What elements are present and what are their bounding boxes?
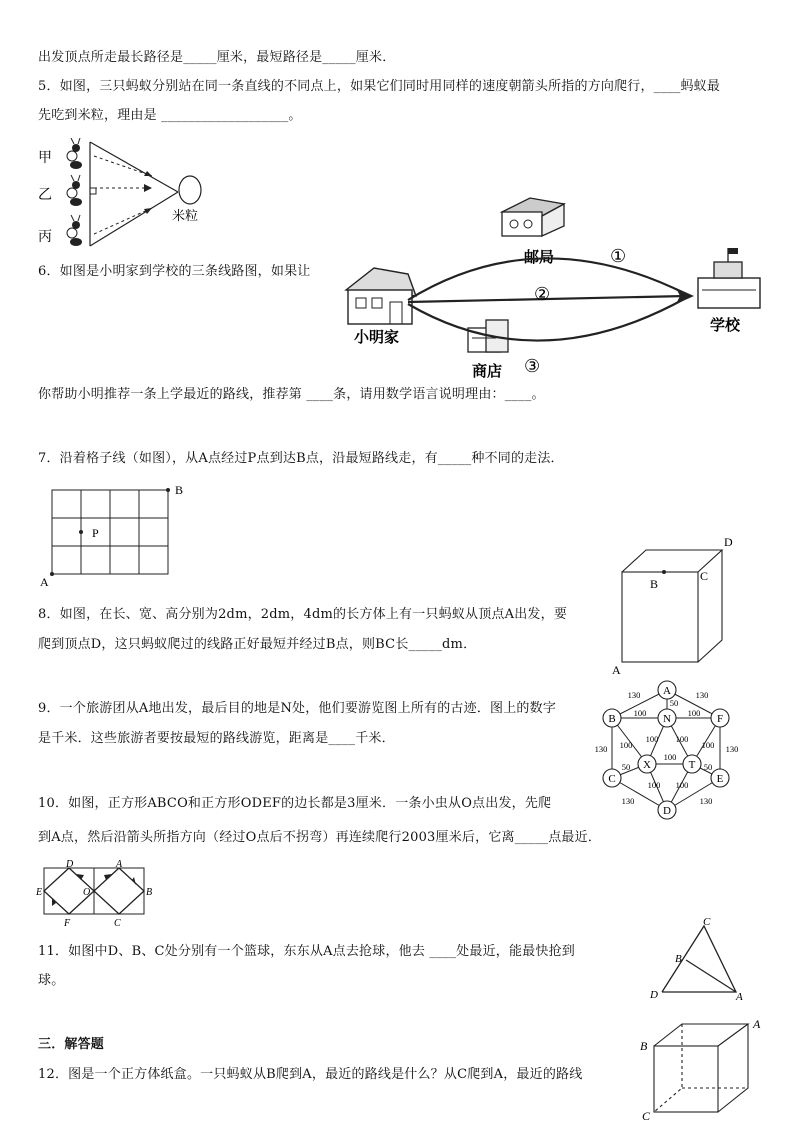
square-point-c: C xyxy=(114,918,121,928)
edge-weight: 100 xyxy=(675,780,689,790)
section-3-heading: 三．解答题 xyxy=(38,1037,105,1052)
question-8-line-1: 8．如图，在长、宽、高分别为2dm，2dm，4dm的长方体上有一只蚂蚁从顶点A出发，要 xyxy=(38,607,568,622)
figure-6-routes xyxy=(338,190,778,385)
node-e: E xyxy=(716,773,724,785)
edge-weight: 130 xyxy=(627,690,641,700)
figure-9-graph xyxy=(592,680,742,824)
square-point-b: B xyxy=(146,887,153,898)
question-5-line-2: 先吃到米粒，理由是 ___________________。 xyxy=(38,108,302,123)
edge-weight: 130 xyxy=(725,744,739,754)
route-3-label: ③ xyxy=(524,356,541,376)
shop-label: 商店 xyxy=(472,364,503,380)
edge-weight: 100 xyxy=(645,734,659,744)
square-point-f: F xyxy=(64,918,71,928)
cuboid-point-a: A xyxy=(612,663,621,677)
node-x: X xyxy=(643,759,651,771)
node-a: A xyxy=(663,685,671,697)
home-label: 小明家 xyxy=(354,330,400,346)
grid-point-a: A xyxy=(40,575,49,589)
question-5-line-1: 5．如图，三只蚂蚁分别站在同一条直线的不同点上，如果它们同时用同样的速度朝箭头所指的方向爬行，____蚂蚁最 xyxy=(38,79,721,94)
cuboid-point-c: C xyxy=(700,569,709,583)
node-d: D xyxy=(663,805,671,817)
grid-point-b: B xyxy=(175,483,184,497)
node-n: N xyxy=(663,713,671,725)
question-7: 7．沿着格子线（如图），从A点经过P点到达B点，沿最短路线走，有_____种不同的走法． xyxy=(38,451,564,466)
node-c: C xyxy=(608,773,616,785)
post-office-label: 邮局 xyxy=(524,250,555,266)
school-label: 学校 xyxy=(710,318,741,334)
ant-icon xyxy=(67,138,82,169)
edge-weight: 100 xyxy=(687,708,701,718)
question-9-line-1: 9．一个旅游团从A地出发，最后目的地是N处，他们要游览图上所有的古迹．图上的数字 xyxy=(38,701,557,716)
school-icon xyxy=(698,248,760,308)
triangle-point-a: A xyxy=(736,991,743,1003)
figure-12-cube xyxy=(636,1014,772,1122)
route-3 xyxy=(408,298,686,341)
edge-weight: 100 xyxy=(701,740,715,750)
grid-point-p: P xyxy=(92,526,99,540)
edge-weight: 50 xyxy=(669,698,679,708)
cube-point-b: B xyxy=(640,1039,648,1053)
figure-7-grid xyxy=(36,482,196,590)
cuboid-point-b: B xyxy=(650,577,659,591)
question-11-line-1: 11．如图中D、B、C处分别有一个篮球，东东从A点去抢球，他去 ____处最近，能最快抢到 xyxy=(38,944,575,959)
question-8-line-2: 爬到顶点D，这只蚂蚁爬过的线路正好最短并经过B点，则BC长_____dm． xyxy=(38,637,477,652)
edge-weight: 130 xyxy=(594,744,608,754)
ant-icon xyxy=(67,215,82,246)
figure-11-triangle xyxy=(646,914,750,1006)
edge-weight: 50 xyxy=(703,762,713,772)
question-10-line-1: 10．如图，正方形ABCO和正方形ODEF的边长都是3厘米．一条小虫从O点出发，先爬 xyxy=(38,796,552,811)
edge-weight: 100 xyxy=(647,780,661,790)
edge-weight: 100 xyxy=(619,740,633,750)
figure-10-squares xyxy=(36,860,156,928)
edge-weight: 100 xyxy=(663,752,677,762)
question-9-line-2: 是千米．这些旅游者要按最短的路线游览，距离是____千米． xyxy=(38,731,395,746)
edge-weight: 130 xyxy=(621,796,635,806)
figure-5-ants xyxy=(36,138,226,250)
edge-weight: 130 xyxy=(695,690,709,700)
post-office-icon xyxy=(502,198,564,236)
ant-label-jia: 甲 xyxy=(38,151,52,166)
ant-label-bing: 丙 xyxy=(38,230,52,245)
square-point-d: D xyxy=(66,860,74,870)
square-point-a: A xyxy=(116,860,123,870)
triangle-point-b: B xyxy=(675,953,682,965)
question-12: 12．图是一个正方体纸盒。一只蚂蚁从B爬到A，最近的路线是什么？从C爬到A，最近的路线 xyxy=(38,1067,583,1082)
ant-label-yi: 乙 xyxy=(38,188,52,203)
edge-weight: 50 xyxy=(621,762,631,772)
ant-icon xyxy=(67,175,82,206)
triangle-point-d: D xyxy=(650,989,658,1001)
triangle-point-c: C xyxy=(703,916,711,928)
question-6-line-1: 6．如图是小明家到学校的三条线路图，如果让 xyxy=(38,264,311,279)
edge-weight: 100 xyxy=(633,708,647,718)
node-t: T xyxy=(688,759,696,771)
square-point-e: E xyxy=(36,887,43,898)
edge-weight: 130 xyxy=(699,796,713,806)
edge-weight: 100 xyxy=(675,734,689,744)
node-f: F xyxy=(716,713,724,725)
route-2-label: ② xyxy=(534,284,551,304)
rice-label: 米粒 xyxy=(172,208,199,223)
square-point-o: O xyxy=(83,887,91,898)
cube-point-a: A xyxy=(753,1017,761,1031)
rice-grain-icon xyxy=(179,176,201,204)
question-10-line-2: 到A点，然后沿箭头所指方向（经过O点后不拐弯）再连续爬行2003厘米后，它离_____点最近． xyxy=(38,830,602,845)
house-icon xyxy=(346,268,416,324)
question-6-line-2: 你帮助小明推荐一条上学最近的路线，推荐第 ____条，请用数学语言说明理由：____。 xyxy=(38,387,545,402)
cuboid-point-d: D xyxy=(724,535,733,549)
cube-point-c: C xyxy=(642,1109,651,1122)
node-b: B xyxy=(608,713,616,725)
question-11-line-2: 球。 xyxy=(38,973,65,988)
figure-8-cuboid xyxy=(606,532,746,680)
line-prev-question-end: 出发顶点所走最长路径是_____厘米，最短路径是_____厘米． xyxy=(38,50,396,65)
route-1-label: ① xyxy=(610,246,627,266)
